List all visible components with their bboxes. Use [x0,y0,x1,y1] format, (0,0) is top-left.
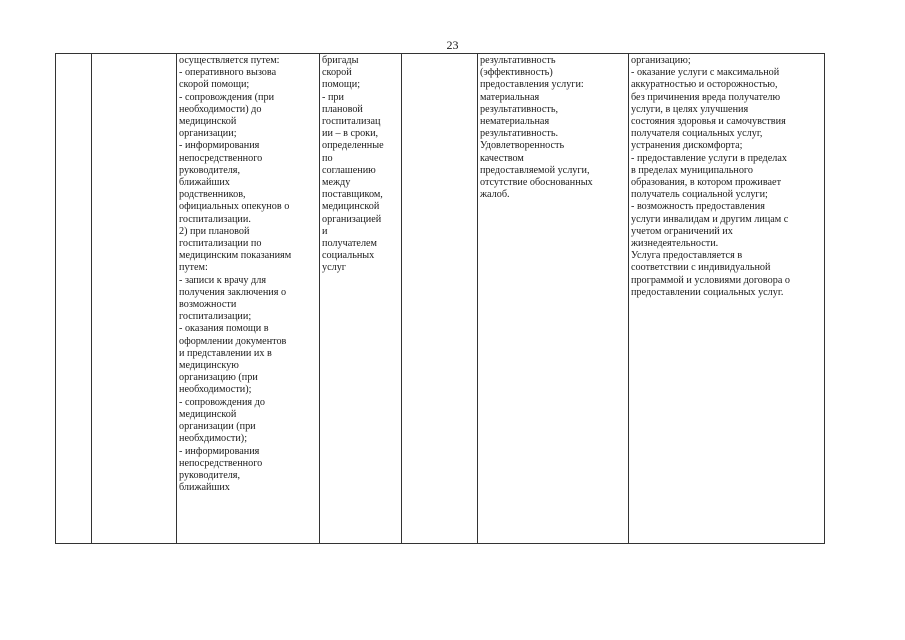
table-cell-conditions [629,54,825,544]
table-cell-description [177,54,320,544]
service-timing-text: бригады скорой помощи; - при плановой госпитализац ии – в сроки, определенные по соглашению между поставщиком, медицинской организацией и получателем социальных услуг [322,55,384,274]
table-cell-number [56,54,92,544]
table-cell-timing [320,54,402,544]
table-cell-effectiveness [478,54,629,544]
table-cell-empty [402,54,478,544]
page-number: 23 [446,38,459,52]
conditions-text: организацию; - оказание услуги с максимальной аккуратностью и осторожностью, без причинения вреда получателю услуги, в целях улучшения состояния здоровья и самочувствия получателя социальных услуг, устранения дискомфорта; - предоставление услуги в пределах в пределах муниципального образования, в котором проживает получатель социальной услуги; - возможность предоставления услуги инвалидам и другим лицам с учетом ограничений их жизнедеятельности. Услуга предоставляется в соответствии с индивидуальной программой и условиями договора о предоставлении социальных услуг. [631,55,790,298]
service-description-text: осуществляется путем: - оперативного вызова скорой помощи; - сопровождения (при необходимости) до медицинской организации; - информирования непосредственного руководителя, ближайших родственников, официальных опекунов о госпитализации. 2) при плановой госпитализации по медицинским показаниям путем: - записи к врачу для получения заключения о возможности госпитализации; - оказания помощи в оформлении документов и представлении их в медицинскую организацию (при необходимости); - сопровождения до медицинской организации (при необхдимости); - информирования непосредственного руководителя, ближайших [179,55,292,494]
table-cell-service-name [92,54,177,544]
services-table [55,53,825,544]
effectiveness-text: результативность (эффективность) предоставления услуги: материальная результативность, нематериальная результативность. Удовлетворенность качеством предоставляемой услуги, отсутствие обоснованных жалоб. [480,55,593,201]
table-row [56,54,825,544]
